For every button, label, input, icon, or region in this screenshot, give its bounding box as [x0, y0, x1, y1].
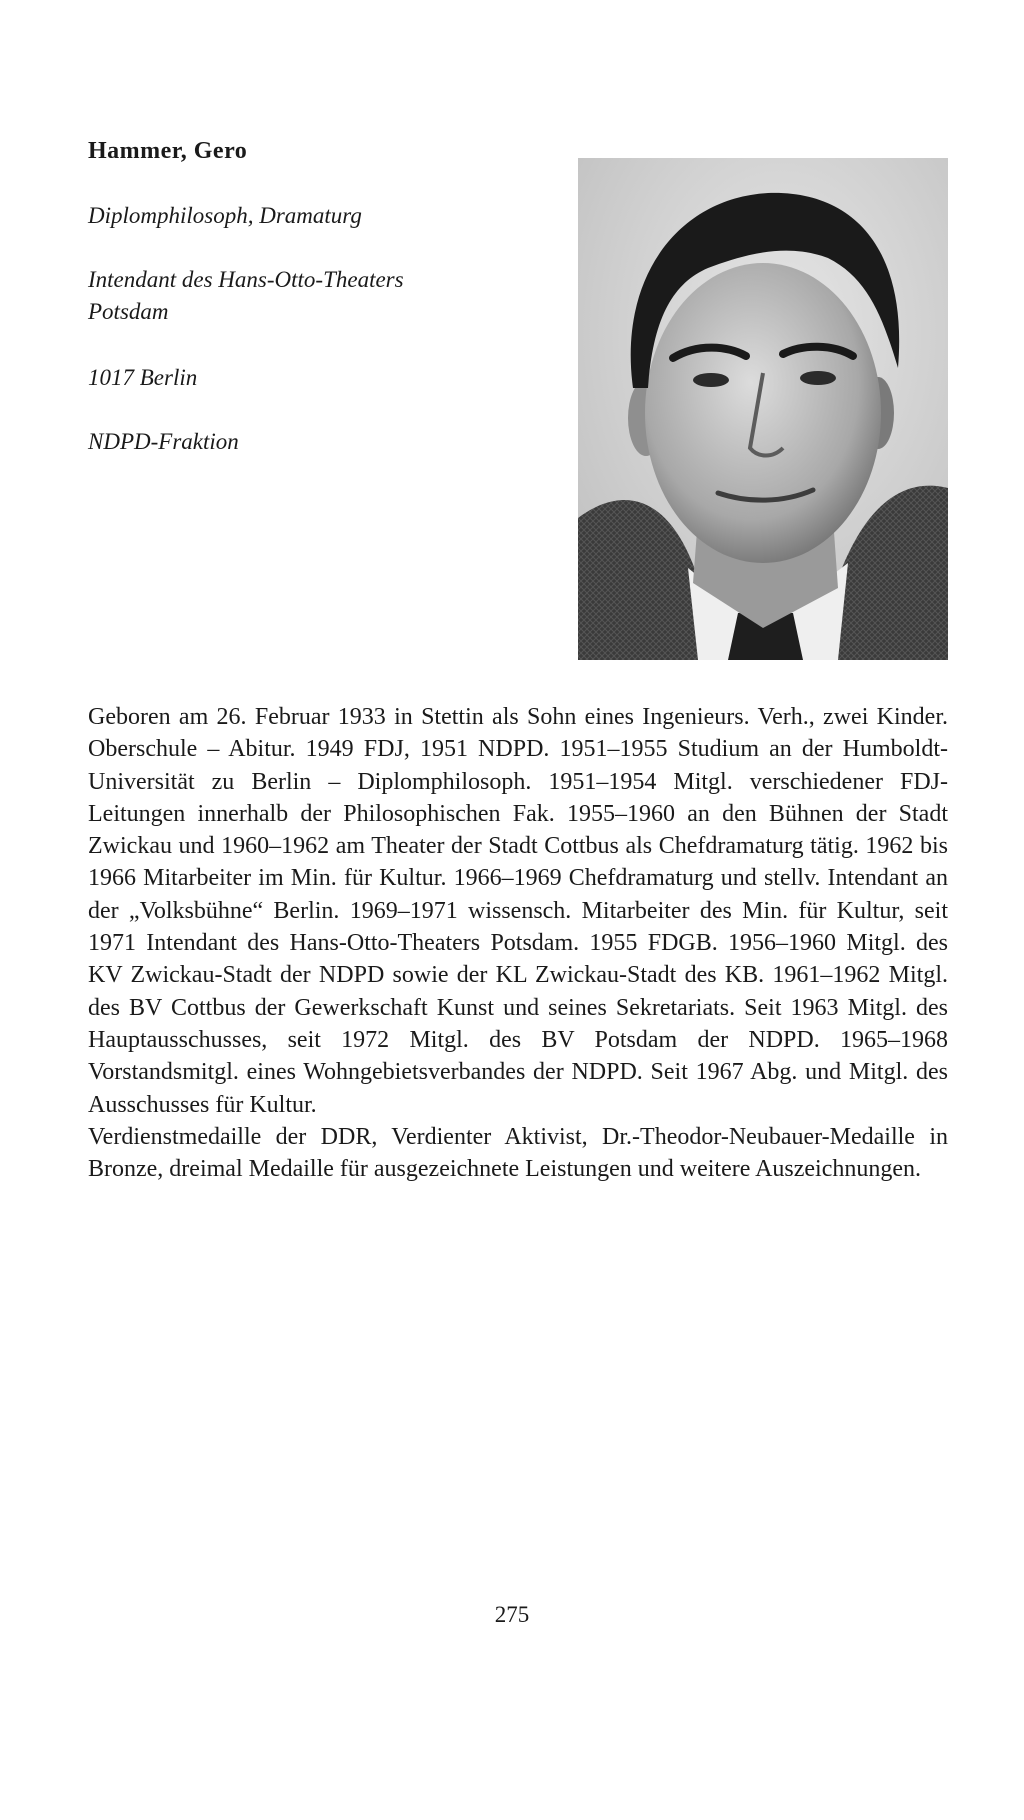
position-line-2: Potsdam — [88, 299, 169, 324]
person-city: 1017 Berlin — [88, 365, 198, 390]
portrait-photo-icon — [578, 158, 948, 660]
page-number: 275 — [494, 1602, 530, 1627]
person-profession: Diplomphilosoph, Dramaturg — [88, 203, 362, 228]
position-line-1: Intendant des Hans-Otto-Theaters — [88, 267, 404, 292]
person-position — [88, 264, 548, 328]
biography-text — [88, 701, 948, 1185]
person-fraction: NDPD-Fraktion — [88, 429, 239, 454]
biography-paragraph-1: Geboren am 26. Februar 1933 in Stettin als Sohn eines Ingenieurs. Verh., zwei Kinder. Oberschule – Abitur. 1949 FDJ, 1951 NDPD. 1951–1955 Studium an der Humboldt-Universität zu Berlin – Diplomphilosoph. 1951–1954 Mitgl. verschiedener FDJ-Leitungen innerhalb der Philosophischen Fak. 1955–1960 an den Bühnen der Stadt Zwickau und 1960–1962 am Theater der Stadt Cottbus als Chefdramaturg tätig. 1962 bis 1966 Mitarbeiter im Min. für Kultur. 1966–1969 Chefdramaturg und stellv. Intendant an der „Volksbühne“ Berlin. 1969–1971 wissensch. Mitarbeiter des Min. für Kultur, seit 1971 Intendant des Hans-Otto-Theaters Potsdam. 1955 FDGB. 1956–1960 Mitgl. des KV Zwickau-Stadt der NDPD sowie der KL Zwickau-Stadt des KB. 1961–1962 Mitgl. des BV Cottbus der Gewerkschaft Kunst und seines Sekretariats. Seit 1963 Mitgl. des Hauptausschusses, seit 1972 Mitgl. des BV Potsdam der NDPD. 1965–1968 Vorstandsmitgl. eines Wohngebietsverbandes der NDPD. Seit 1967 Abg. und Mitgl. des Ausschusses für Kultur. — [88, 704, 948, 1118]
biography-paragraph-2: Verdienstmedaille der DDR, Verdienter Aktivist, Dr.-Theodor-Neubauer-Medaille in Bronze, dreimal Medaille für ausgezeichnete Leistungen und weitere Auszeichnungen. — [88, 1123, 948, 1183]
portrait-photo — [578, 158, 948, 660]
person-name: Hammer, Gero — [88, 138, 248, 164]
